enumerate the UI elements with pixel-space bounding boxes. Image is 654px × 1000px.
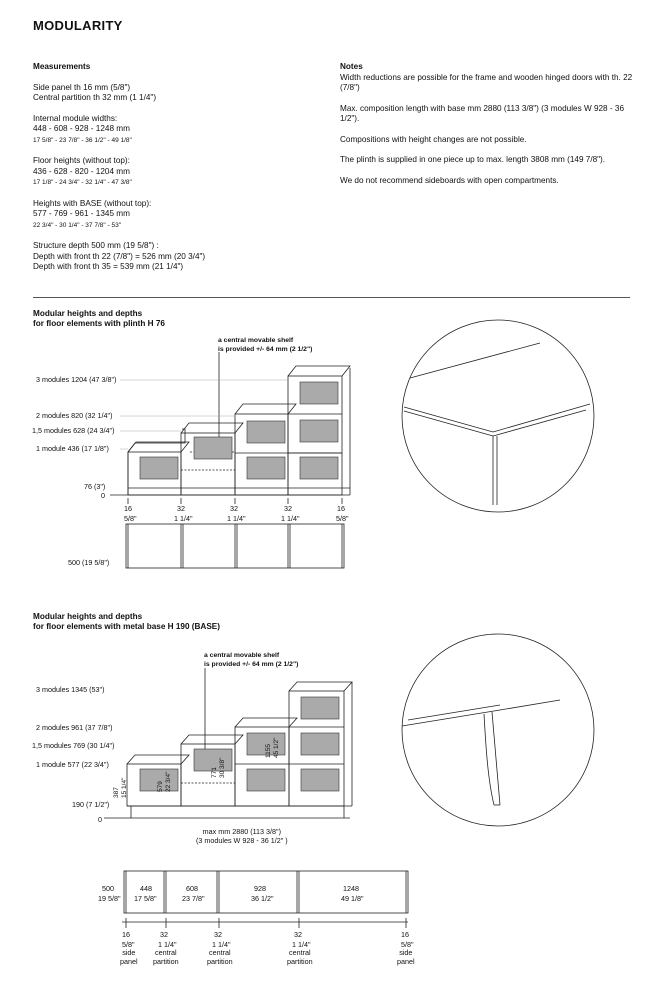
svg-text:1155: 1155 bbox=[265, 744, 272, 758]
s2-bottom-lbl-0: side panel bbox=[120, 948, 138, 966]
s2-bottom-in-3: 1 1/4" bbox=[292, 940, 311, 949]
note-1: Width reductions are possible for the frame and wooden hinged doors with th. 22 (7/8") bbox=[340, 72, 633, 92]
s2-bottom-4: 16 bbox=[401, 930, 409, 939]
s1-bottom-3: 32 bbox=[284, 504, 292, 513]
base-mm: 577 - 769 - 961 - 1345 mm bbox=[33, 209, 130, 218]
s1-shelf-panels bbox=[140, 382, 338, 479]
s2-plan-w2-in: 36 1/2" bbox=[251, 894, 274, 903]
note-3: Compositions with height changes are not possible. bbox=[340, 134, 527, 144]
note-4: The plinth is supplied in one piece up to max. length 3808 mm (149 7/8"). bbox=[340, 155, 606, 164]
s2-bottom-1: 32 bbox=[160, 930, 168, 939]
note-5: We do not recommend sideboards with open compartments. bbox=[340, 175, 559, 185]
s1-bottom-2: 32 bbox=[230, 504, 238, 513]
widths-in: 17 5/8" - 23 7/8" - 36 1/2" - 49 1/8" bbox=[33, 136, 132, 144]
s2-label-1mod: 1 module 577 (22 3/4") bbox=[36, 760, 109, 769]
svg-text:771: 771 bbox=[211, 767, 218, 778]
s1-label-3mod: 3 modules 1204 (47 3/8") bbox=[36, 375, 117, 384]
s2-bottom-lbl-2: central partition bbox=[207, 948, 233, 966]
s2-plan-w3: 1248 bbox=[343, 884, 359, 893]
s2-bottom-lbl-1: central partition bbox=[153, 948, 179, 966]
svg-text:579: 579 bbox=[157, 781, 164, 792]
s2-plan-depth-mm: 500 bbox=[102, 884, 114, 893]
notes-heading: Notes bbox=[340, 62, 363, 71]
s2-plan-w0: 448 bbox=[140, 884, 152, 893]
depth-line-1: Structure depth 500 mm (19 5/8") : bbox=[33, 241, 159, 250]
section1-title: Modular heights and depths for floor elements with plinth H 76 bbox=[33, 309, 165, 328]
s2-plan-w2: 928 bbox=[254, 884, 266, 893]
s2-bottom-in-4: 5/8" bbox=[401, 940, 414, 949]
svg-text:22 3/4": 22 3/4" bbox=[165, 771, 172, 792]
s2-bottom-in-0: 5/8" bbox=[122, 940, 135, 949]
s1-detail-circle bbox=[402, 320, 594, 512]
svg-text:387: 387 bbox=[113, 787, 120, 798]
s2-bottom-2: 32 bbox=[214, 930, 222, 939]
s2-label-base: 190 (7 1/2") bbox=[72, 800, 110, 809]
floor-label: Floor heights (without top): bbox=[33, 156, 130, 165]
s2-bottom-lbl-3: central partition bbox=[287, 948, 313, 966]
s1-label-15mod: 1,5 modules 628 (24 3/4") bbox=[32, 426, 115, 435]
s2-label-3mod: 3 modules 1345 (53") bbox=[36, 685, 105, 694]
s1-bottom-1: 32 bbox=[177, 504, 185, 513]
base-in: 22 3/4" - 30 1/4" - 37 7/8" - 53" bbox=[33, 221, 122, 229]
svg-text:45 1/2": 45 1/2" bbox=[273, 737, 280, 758]
s2-plan-w1: 608 bbox=[186, 884, 198, 893]
s1-plan-drawing bbox=[126, 524, 344, 568]
s1-bottom-in-4: 5/8" bbox=[336, 514, 349, 523]
s2-detail-circle bbox=[402, 634, 594, 826]
widths-label: Internal module widths: bbox=[33, 113, 118, 123]
s2-plan-w3-in: 49 1/8" bbox=[341, 894, 364, 903]
section1-shelf-note: a central movable shelf is provided +/- 64 mm (2 1/2") bbox=[218, 337, 313, 353]
section2-title: Modular heights and depths for floor elements with metal base H 190 (BASE) bbox=[33, 612, 220, 631]
s2-bottom-0: 16 bbox=[122, 930, 130, 939]
s1-bottom-in-3: 1 1/4" bbox=[281, 514, 300, 523]
section2-shelf-note: a central movable shelf is provided +/- 64 mm (2 1/2") bbox=[204, 652, 299, 668]
base-label: Heights with BASE (without top): bbox=[33, 198, 152, 208]
depth-line-3: Depth with front th 35 = 539 mm (21 1/4") bbox=[33, 262, 184, 271]
s2-bottom-3: 32 bbox=[294, 930, 302, 939]
s2-bottom-in-2: 1 1/4" bbox=[212, 940, 231, 949]
s1-bottom-in-0: 5/8" bbox=[124, 514, 137, 523]
s2-plan-w0-in: 17 5/8" bbox=[134, 894, 157, 903]
s2-max-length: max mm 2880 (113 3/8") (3 modules W 928 - 36 1/2" ) bbox=[196, 827, 288, 845]
svg-text:15 1/4": 15 1/4" bbox=[121, 777, 128, 798]
central-partition-text: Central partition th 32 mm (1 1/4") bbox=[33, 93, 157, 102]
s1-label-1mod: 1 module 436 (17 1/8") bbox=[36, 444, 109, 453]
s2-plan-w1-in: 23 7/8" bbox=[182, 894, 205, 903]
s2-bottom-lbl-4: side panel bbox=[397, 948, 415, 966]
side-panel-text: Side panel th 16 mm (5/8") bbox=[33, 82, 131, 92]
page-title: MODULARITY bbox=[33, 18, 123, 33]
svg-text:30 3/8": 30 3/8" bbox=[219, 757, 226, 778]
measurements-heading: Measurements bbox=[33, 62, 91, 71]
floor-mm: 436 - 628 - 820 - 1204 mm bbox=[33, 166, 130, 176]
s2-plan-depth-in: 19 5/8" bbox=[98, 894, 121, 903]
s1-depth-label: 500 (19 5/8") bbox=[68, 558, 110, 567]
floor-in: 17 1/8" - 24 3/4" - 32 1/4" - 47 3/8" bbox=[33, 179, 132, 186]
s1-bottom-0: 16 bbox=[124, 504, 132, 513]
s1-label-zero: 0 bbox=[101, 491, 105, 500]
s1-label-2mod: 2 modules 820 (32 1/4") bbox=[36, 411, 113, 420]
s2-plan-drawing bbox=[122, 871, 408, 928]
note-2: Max. composition length with base mm 2880 (113 3/8") (3 modules W 928 - 36 1/2"). bbox=[340, 103, 624, 123]
s1-bottom-in-2: 1 1/4" bbox=[227, 514, 246, 523]
s1-label-plinth: 76 (3") bbox=[84, 482, 106, 491]
s1-bottom-in-1: 1 1/4" bbox=[174, 514, 193, 523]
s1-bottom-4: 16 bbox=[337, 504, 345, 513]
widths-mm: 448 - 608 - 928 - 1248 mm bbox=[33, 124, 130, 133]
depth-line-2: Depth with front th 22 (7/8") = 526 mm (20 3/4") bbox=[33, 251, 206, 261]
s2-label-2mod: 2 modules 961 (37 7/8") bbox=[36, 723, 113, 732]
s2-label-zero: 0 bbox=[98, 815, 102, 824]
s2-label-15mod: 1,5 modules 769 (30 1/4") bbox=[32, 741, 115, 750]
s2-bottom-in-1: 1 1/4" bbox=[158, 940, 177, 949]
